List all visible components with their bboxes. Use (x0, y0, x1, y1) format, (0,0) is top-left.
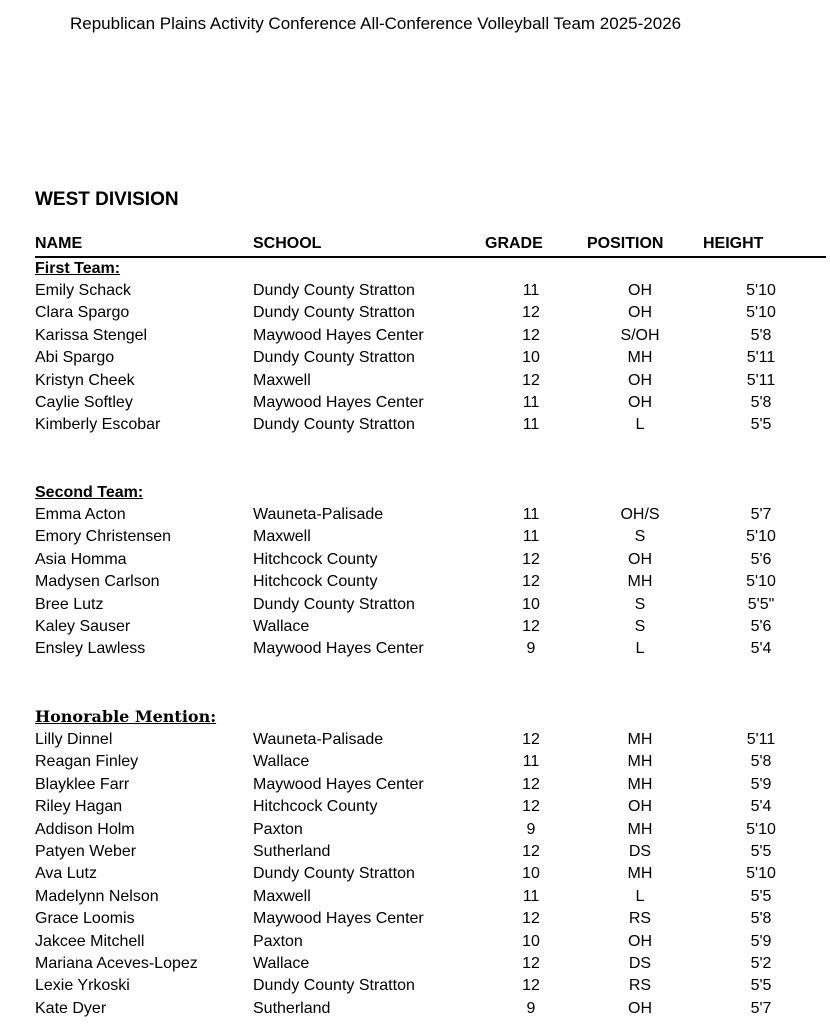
player-grade: 10 (522, 595, 540, 613)
table-header (35, 235, 826, 258)
player-grade: 11 (522, 416, 540, 434)
player-position: L (635, 887, 645, 905)
player-school: Paxton (253, 932, 303, 950)
player-school: Wallace (253, 618, 310, 635)
table-row (35, 910, 826, 932)
player-height: 5'8 (750, 910, 772, 928)
player-position: S (634, 618, 646, 635)
player-name: Caylie Softley (35, 394, 133, 411)
player-grade: 11 (522, 394, 540, 411)
player-school: Wallace (253, 753, 310, 771)
player-position: S (634, 528, 646, 546)
player-school: Wauneta-Palisade (253, 731, 384, 748)
player-grade: 11 (522, 506, 540, 523)
table-row (35, 394, 826, 416)
player-position: L (635, 416, 645, 434)
player-name: Kimberly Escobar (35, 416, 161, 434)
table-row (35, 506, 826, 528)
player-height: 5'7 (750, 506, 772, 523)
player-grade: 12 (522, 798, 540, 816)
player-position: OH (628, 798, 652, 816)
player-name: Ensley Lawless (35, 640, 146, 658)
player-school: Wauneta-Palisade (253, 506, 384, 523)
player-grade: 9 (526, 820, 536, 838)
player-position: L (635, 640, 645, 658)
table-row (35, 618, 826, 640)
player-position: OH (628, 371, 652, 389)
table-row (35, 731, 826, 753)
first-team-heading: First Team: (35, 260, 121, 277)
second-team-heading: Second Team: (35, 484, 144, 501)
player-height: 5'10 (746, 528, 776, 546)
player-school: Sutherland (253, 843, 331, 860)
player-school: Hitchcock County (253, 573, 378, 591)
player-position: MH (627, 349, 653, 367)
player-school: Maywood Hayes Center (253, 640, 424, 658)
player-height: 5'5 (750, 843, 772, 860)
player-position: OH (628, 304, 652, 322)
player-grade: 12 (522, 550, 540, 568)
player-school: Sutherland (253, 999, 331, 1017)
player-height: 5'10 (746, 282, 776, 299)
player-height: 5'4 (750, 640, 772, 658)
player-name: Lilly Dinnel (35, 731, 113, 748)
player-school: Dundy County Stratton (253, 595, 415, 613)
player-school: Dundy County Stratton (253, 304, 415, 322)
table-row (35, 888, 826, 910)
player-height: 5'5" (747, 595, 775, 613)
table-row (35, 798, 826, 820)
player-name: Bree Lutz (35, 595, 104, 613)
player-name: Jakcee Mitchell (35, 932, 145, 950)
player-height: 5'4 (750, 798, 772, 816)
player-height: 5'6 (750, 550, 772, 568)
player-position: S (634, 595, 646, 613)
player-school: Maywood Hayes Center (253, 326, 424, 344)
player-position: MH (627, 820, 653, 838)
player-name: Madelynn Nelson (35, 887, 159, 905)
player-height: 5'9 (750, 932, 772, 950)
player-school: Dundy County Stratton (253, 349, 415, 367)
table-row (35, 640, 826, 662)
honorable-mention-heading: Honorable Mention: (35, 707, 217, 726)
player-position: DS (628, 843, 652, 860)
player-height: 5'10 (746, 304, 776, 322)
player-name: Patyen Weber (35, 843, 137, 860)
player-school: Maywood Hayes Center (253, 910, 424, 928)
player-name: Grace Loomis (35, 910, 135, 928)
player-position: OH (628, 999, 652, 1017)
player-name: Emma Acton (35, 506, 126, 523)
table-row (35, 282, 826, 304)
player-name: Ava Lutz (35, 865, 97, 883)
player-name: Reagan Finley (35, 753, 139, 771)
player-name: Abi Spargo (35, 349, 115, 367)
player-position: MH (627, 865, 653, 883)
column-header-grade: GRADE (485, 235, 543, 252)
player-name: Madysen Carlson (35, 573, 160, 591)
player-grade: 12 (522, 326, 540, 344)
table-row (35, 1000, 826, 1022)
player-height: 5'5 (750, 416, 772, 434)
player-grade: 11 (522, 282, 540, 299)
player-name: Addison Holm (35, 820, 135, 838)
player-grade: 10 (522, 932, 540, 950)
table-row (35, 304, 826, 326)
player-grade: 11 (522, 753, 540, 771)
table-row (35, 821, 826, 843)
player-grade: 12 (522, 573, 540, 591)
table-row (35, 865, 826, 887)
table-row (35, 776, 826, 798)
player-grade: 12 (522, 843, 540, 860)
player-height: 5'11 (746, 371, 776, 389)
player-position: MH (627, 775, 653, 793)
player-height: 5'10 (746, 820, 776, 838)
player-grade: 12 (522, 955, 540, 972)
player-height: 5'9 (750, 775, 772, 793)
player-position: RS (628, 977, 652, 995)
table-row (35, 596, 826, 618)
player-height: 5'5 (750, 977, 772, 995)
table-row (35, 843, 826, 865)
player-position: MH (627, 731, 653, 748)
player-grade: 12 (522, 977, 540, 995)
player-school: Dundy County Stratton (253, 282, 415, 299)
player-height: 5'8 (750, 326, 772, 344)
player-name: Riley Hagan (35, 798, 123, 816)
table-row (35, 955, 826, 977)
player-height: 5'8 (750, 753, 772, 771)
table-row (35, 349, 826, 371)
player-school: Dundy County Stratton (253, 416, 415, 434)
table-row (35, 416, 826, 438)
player-position: OH (628, 282, 652, 299)
player-position: OH/S (620, 506, 660, 523)
player-school: Maywood Hayes Center (253, 394, 424, 411)
player-grade: 11 (522, 887, 540, 905)
player-name: Emily Schack (35, 282, 132, 299)
player-grade: 12 (522, 910, 540, 928)
column-header-height: HEIGHT (703, 235, 764, 252)
player-grade: 12 (522, 775, 540, 793)
column-header-school: SCHOOL (253, 235, 322, 252)
player-height: 5'11 (746, 731, 776, 748)
table-row (35, 528, 826, 550)
player-name: Kristyn Cheek (35, 371, 135, 389)
table-row (35, 573, 826, 595)
player-name: Blayklee Farr (35, 775, 130, 793)
player-name: Kate Dyer (35, 999, 107, 1017)
player-grade: 10 (522, 865, 540, 883)
table-row (35, 327, 826, 349)
player-position: MH (627, 753, 653, 771)
player-school: Dundy County Stratton (253, 977, 415, 995)
column-header-position: POSITION (587, 235, 664, 252)
player-height: 5'5 (750, 887, 772, 905)
player-position: MH (627, 573, 653, 591)
table-row (35, 372, 826, 394)
player-position: OH (628, 394, 652, 411)
player-height: 5'8 (750, 394, 772, 411)
player-grade: 12 (522, 304, 540, 322)
player-grade: 9 (526, 640, 536, 658)
player-grade: 10 (522, 349, 540, 367)
player-school: Wallace (253, 955, 310, 972)
player-name: Mariana Aceves-Lopez (35, 955, 198, 972)
player-name: Emory Christensen (35, 528, 172, 546)
division-title: WEST DIVISION (35, 189, 179, 210)
player-name: Karissa Stengel (35, 326, 148, 344)
table-row (35, 977, 826, 999)
player-name: Kaley Sauser (35, 618, 131, 635)
player-height: 5'6 (750, 618, 772, 635)
player-school: Dundy County Stratton (253, 865, 415, 883)
player-school: Maywood Hayes Center (253, 775, 424, 793)
player-position: DS (628, 955, 652, 972)
player-grade: 9 (526, 999, 536, 1017)
player-school: Paxton (253, 820, 303, 838)
player-grade: 12 (522, 731, 540, 748)
player-grade: 11 (522, 528, 540, 546)
table-row (35, 753, 826, 775)
player-name: Lexie Yrkoski (35, 977, 130, 995)
player-school: Maxwell (253, 887, 311, 905)
player-school: Hitchcock County (253, 798, 378, 816)
player-name: Clara Spargo (35, 304, 130, 322)
player-height: 5'11 (746, 349, 776, 367)
table-row (35, 933, 826, 955)
player-position: OH (628, 550, 652, 568)
player-school: Maxwell (253, 371, 311, 389)
player-school: Maxwell (253, 528, 311, 546)
player-height: 5'7 (750, 999, 772, 1017)
document-title: Republican Plains Activity Conference All-Conference Volleyball Team 2025-2026 (70, 14, 682, 33)
player-name: Asia Homma (35, 550, 127, 568)
player-position: S/OH (620, 326, 660, 344)
player-position: OH (628, 932, 652, 950)
player-grade: 12 (522, 371, 540, 389)
table-row (35, 551, 826, 573)
player-position: RS (628, 910, 652, 928)
player-school: Hitchcock County (253, 550, 378, 568)
column-header-name: NAME (35, 235, 83, 252)
player-height: 5'10 (746, 573, 776, 591)
player-height: 5'2 (750, 955, 772, 972)
player-grade: 12 (522, 618, 540, 635)
player-height: 5'10 (746, 865, 776, 883)
